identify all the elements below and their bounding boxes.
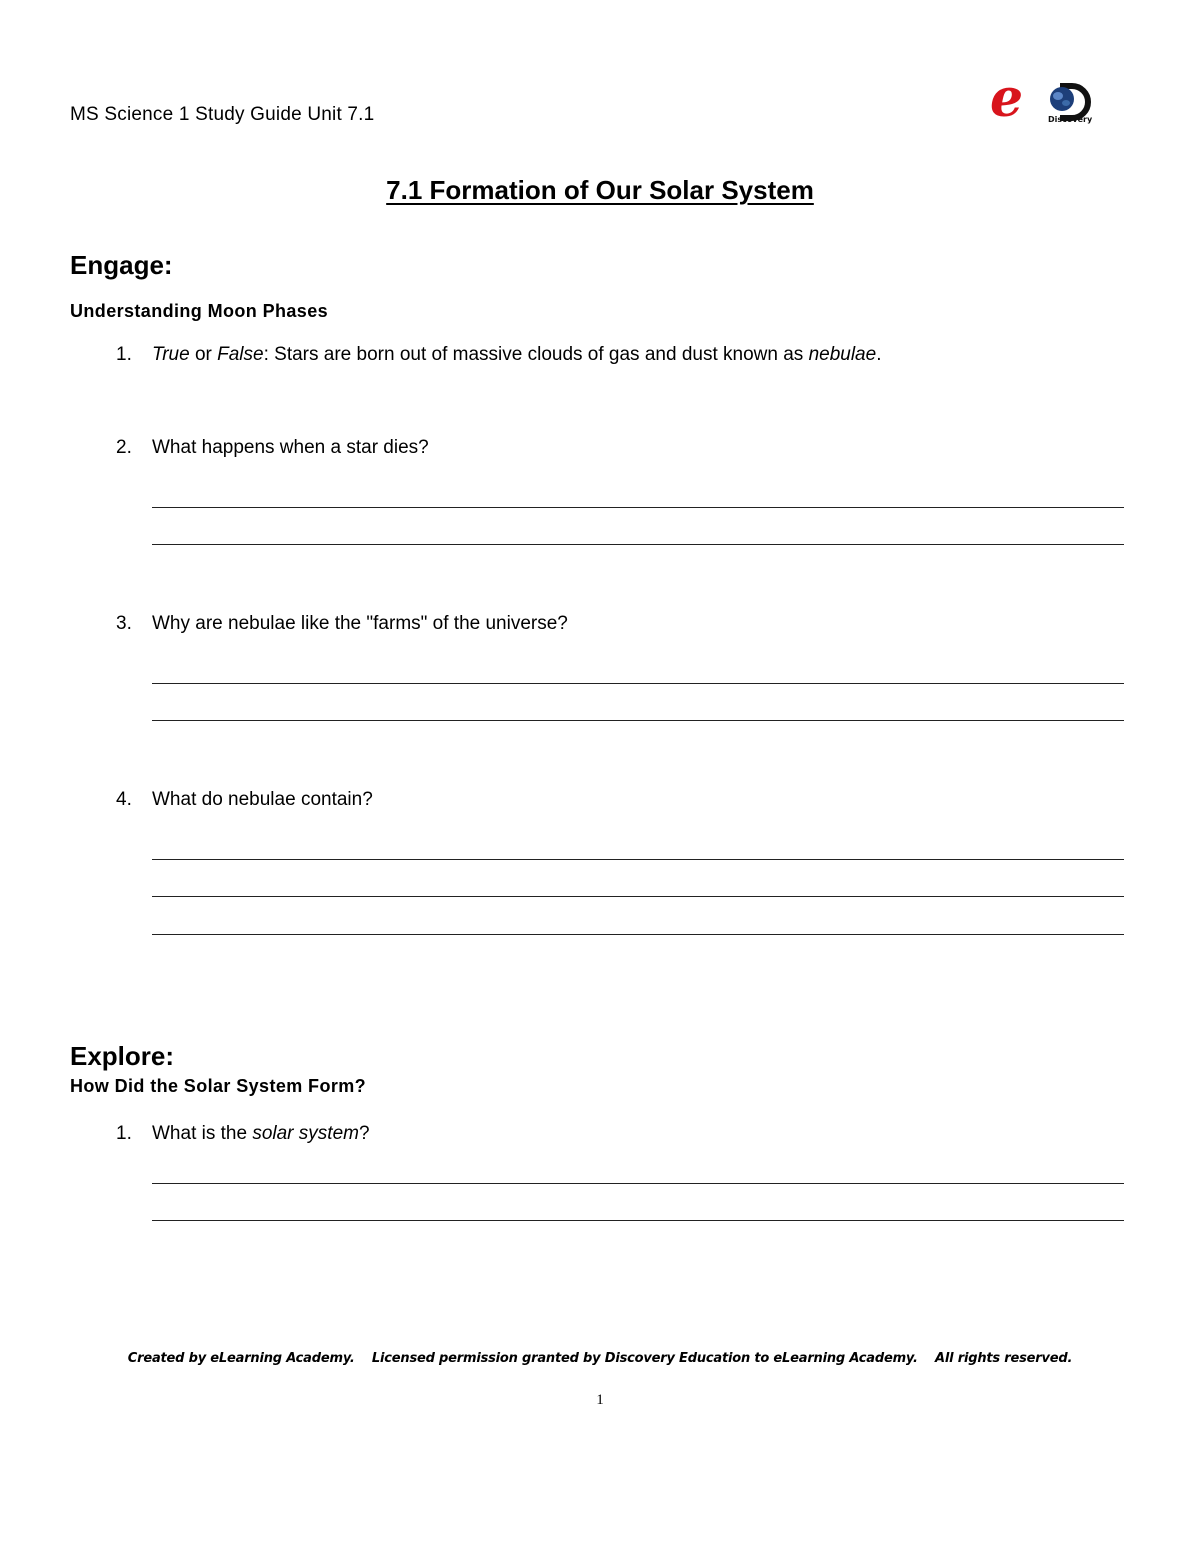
explore-heading: Explore: [70,1041,175,1071]
answer-line[interactable] [152,1220,1124,1221]
question-text: What is the solar system? [152,1123,370,1144]
answer-line[interactable] [152,683,1124,684]
answer-line[interactable] [152,1183,1124,1184]
answer-line[interactable] [152,896,1124,897]
engage-subheading: Understanding Moon Phases [70,301,329,321]
page-title: 7.1 Formation of Our Solar System [386,175,814,205]
question-text: True or False: Stars are born out of massive clouds of gas and dust known as nebulae. [152,344,882,365]
discovery-logo-icon [990,78,1100,124]
question-text: What do nebulae contain? [152,789,373,810]
question-text: Why are nebulae like the "farms" of the universe? [152,613,568,634]
svg-text:e: e [990,78,1024,124]
explore-subheading: How Did the Solar System Form? [70,1076,367,1096]
answer-line[interactable] [152,544,1124,545]
answer-line[interactable] [152,859,1124,860]
question-number: 1. [116,1123,132,1144]
question-number: 1. [116,344,132,365]
question-number: 3. [116,613,132,634]
question-number: 4. [116,789,132,810]
answer-line[interactable] [152,507,1124,508]
discovery-education-logo [990,78,1100,124]
answer-line[interactable] [152,934,1124,935]
engage-heading: Engage: [70,250,173,280]
svg-text:Discovery: Discovery [1048,115,1093,124]
answer-line[interactable] [152,720,1124,721]
document-header-label: MS Science 1 Study Guide Unit 7.1 [70,104,375,125]
question-text: What happens when a star dies? [152,437,429,458]
footer-credit: Created by eLearning Academy. Licensed permission granted by Discovery Education to eLearning Academy. All rights reserved. [127,1351,1073,1366]
question-number: 2. [116,437,132,458]
page-number: 1 [596,1392,604,1408]
